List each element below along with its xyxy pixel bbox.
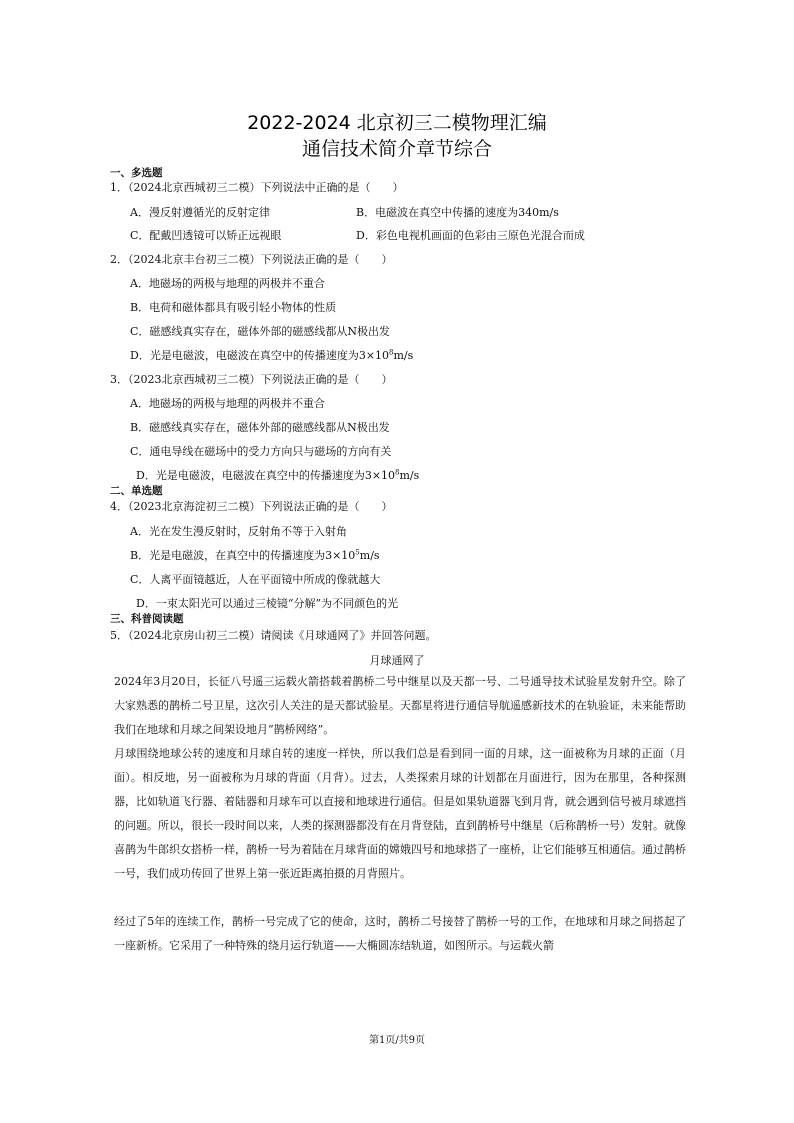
document-title: 2022-2024 北京初三二模物理汇编: [247, 112, 547, 134]
question-2-option-a: A．地磁场的两极与地理的两极并不重合: [130, 277, 325, 290]
article-paragraph-1: 2024年3月20日，长征八号遥三运载火箭搭载着鹊桥二号中继星以及天都一号、二号通导技术试验星发射升空。除了大家熟悉的鹊桥二号卫星，这次引人关注的是天都试验星。天都星将进行通信导航遥感新技术的在轨验证，未来能帮助我们在地球和月球之间架设地月“鹊桥网络”。: [114, 675, 686, 736]
question-1-option-b: B．电磁波在真空中传播的速度为340m/s: [356, 206, 559, 219]
question-3-option-d: [136, 467, 419, 483]
question-3-stem: 3．（2023北京西城初三二模）下列说法正确的是（ ）: [110, 373, 393, 386]
question-1-option-d: D．彩色电视机画面的色彩由三原色光混合而成: [356, 229, 585, 242]
question-3-option-b: B．磁感线真实存在，磁体外部的磁感线都从N极出发: [130, 421, 390, 434]
question-3-option-d-exponent: 8: [395, 468, 400, 477]
article-paragraph-2: 月球围绕地球公转的速度和月球自转的速度一样快，所以我们总是看到同一面的月球，这一面被称为月球的正面（月面）。相反地，另一面被称为月球的背面（月背）。过去，人类探索月球的计划都在月面进行，因为在那里，各种探测器，比如轨道飞行器、着陆器和月球车可以直接和地球进行通信。但是如果轨道器飞到月背，就会遇到信号被月球遮挡的问题。所以，很长一段时间以来，人类的探测器都没有在月背登陆，直到鹊桥号中继星（后称鹊桥一号）发射。就像喜鹊为牛郎织女搭桥一样，鹊桥一号为着陆在月球背面的嫦娥四号和地球搭了一座桥，让它们能够互相通信。通过鹊桥一号，我们成功传回了世界上第一张近距离拍摄的月背照片。: [114, 747, 686, 880]
question-4-stem: 4．（2023北京海淀初三二模）下列说法正确的是（ ）: [110, 500, 393, 513]
question-2-option-d-exponent: 8: [389, 348, 394, 357]
question-4-option-b-unit: m/s: [359, 549, 380, 562]
question-2-option-d: [130, 347, 413, 363]
article-title: 月球通网了: [369, 654, 425, 667]
article-paragraph-3: 经过了5年的连续工作，鹊桥一号完成了它的使命，这时，鹊桥二号接替了鹊桥一号的工作，在地球和月球之间搭起了一座新桥。它采用了一种特殊的绕月运行轨道——大椭圆冻结轨道，如图所示。与运载火箭: [114, 915, 686, 952]
page-footer: 第1页/共9页: [368, 1035, 426, 1046]
question-3-option-d-unit: m/s: [399, 469, 420, 482]
question-4-option-c: C．人离平面镜越近，人在平面镜中所成的像就越大: [130, 573, 381, 586]
section-heading-multiple-choice: 一、多选题: [110, 167, 163, 179]
question-4-option-b-exponent: 5: [355, 548, 360, 557]
question-2-option-d-text: D．光是电磁波，电磁波在真空中的传播速度为3×10: [130, 349, 390, 362]
question-2-stem: 2．（2024北京丰台初三二模）下列说法正确的是（ ）: [110, 253, 393, 266]
question-2-option-b: B．电荷和磁体都具有吸引轻小物体的性质: [130, 301, 337, 314]
question-1-option-a: A．漫反射遵循光的反射定律: [130, 206, 270, 219]
question-5-stem: 5．（2024北京房山初三二模）请阅读《月球通网了》并回答问题。: [110, 629, 437, 642]
section-heading-reading: 三、科普阅读题: [110, 613, 184, 625]
question-4-option-d: D．一束太阳光可以通过三棱镜“分解”为不同颜色的光: [136, 597, 399, 610]
question-1-option-c: C．配戴凹透镜可以矫正远视眼: [130, 229, 282, 242]
question-4-option-b-text: B．光是电磁波，在真空中的传播速度为3×10: [130, 549, 356, 562]
document-subtitle: 通信技术简介章节综合: [301, 138, 492, 160]
question-4-option-b: [130, 547, 380, 563]
question-3-option-d-text: D．光是电磁波，电磁波在真空中的传播速度为3×10: [136, 469, 396, 482]
question-1-stem: 1．（2024北京西城初三二模）下列说法中正确的是（ ）: [110, 181, 404, 194]
question-3-option-c: C．通电导线在磁场中的受力方向只与磁场的方向有关: [130, 445, 392, 458]
question-3-option-a: A．地磁场的两极与地理的两极并不重合: [130, 397, 325, 410]
section-heading-single-choice: 二、单选题: [110, 485, 163, 497]
question-4-option-a: A．光在发生漫反射时，反射角不等于入射角: [130, 525, 347, 538]
question-2-option-c: C．磁感线真实存在，磁体外部的磁感线都从N极出发: [130, 325, 391, 338]
question-2-option-d-unit: m/s: [393, 349, 414, 362]
